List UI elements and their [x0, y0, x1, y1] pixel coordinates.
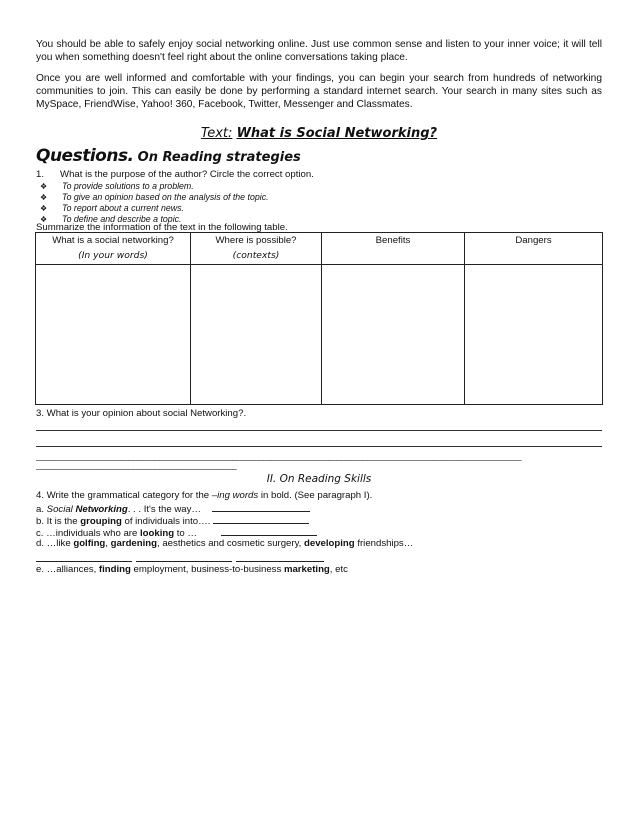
- table-row: [36, 265, 603, 405]
- answer-blank[interactable]: [236, 552, 324, 562]
- question-1-text: What is the purpose of the author? Circle the correct option.: [60, 169, 314, 180]
- question-3: 3. What is your opinion about social Networking?.: [36, 408, 247, 419]
- questions-word: Questions.: [36, 146, 134, 166]
- diamond-bullet-icon: ❖: [40, 182, 48, 191]
- diamond-bullet-icon: ❖: [40, 193, 48, 202]
- table-header-cell: What is a social networking? (In your words): [36, 233, 191, 265]
- questions-subtitle: On Reading strategies: [137, 150, 301, 165]
- question-4-instruction: 4. Write the grammatical category for the –ing words in bold. (See paragraph I).: [36, 490, 373, 501]
- answer-blank[interactable]: [221, 526, 317, 536]
- answer-cell[interactable]: [191, 265, 322, 405]
- intro-paragraph-2: Once you are well informed and comfortable with your findings, you can begin your search from hundreds of networking communities to join. This can easily be done by performing a standard internet search. Your search in many sites such as MySpace, FriendWise, Yahoo! 360, Facebook, Twitter, Messenger and Classmates.: [36, 73, 602, 110]
- item-e: e. …alliances, finding employment, business-to-business marketing, etc: [36, 564, 348, 575]
- section-2-heading: II. On Reading Skills: [266, 473, 372, 485]
- title-main: What is Social Networking?: [236, 126, 438, 141]
- summary-instruction: Summarize the information of the text in the following table.: [36, 222, 288, 233]
- answer-line-dashed[interactable]: ______________________________________________________________________________________________________________________________: [36, 452, 522, 461]
- text-title: [0, 126, 638, 141]
- diamond-bullet-icon: ❖: [40, 215, 48, 224]
- question-1-number: 1.: [36, 169, 45, 180]
- answer-cell[interactable]: [36, 265, 191, 405]
- questions-heading: [36, 146, 301, 166]
- option-item: ❖ To give an opinion based on the analysis of the topic.: [40, 192, 269, 202]
- table-header-cell: Where is possible? (contexts): [191, 233, 322, 265]
- intro-paragraph-1: You should be able to safely enjoy social networking online. Just use common sense and listen to your inner voice; it will tell you when something doesn't feel right about the online conversations taking place.: [36, 39, 602, 63]
- item-a: a. Social Networking. . . It's the way…: [36, 502, 310, 516]
- summary-table: [35, 232, 603, 405]
- option-item: ❖ To provide solutions to a problem.: [40, 181, 194, 191]
- table-header-row: [36, 233, 603, 265]
- answer-blank[interactable]: [213, 514, 309, 524]
- option-item: ❖ To define and describe a topic.: [40, 214, 182, 224]
- table-header-cell: Dangers: [465, 233, 603, 265]
- diamond-bullet-icon: ❖: [40, 204, 48, 213]
- answer-blank[interactable]: [36, 552, 132, 562]
- option-item: ❖ To report about a current news.: [40, 203, 184, 213]
- answer-blank[interactable]: [136, 552, 232, 562]
- answer-line-dashed[interactable]: ____________________________________________________: [36, 461, 237, 470]
- answer-cell[interactable]: [465, 265, 603, 405]
- answer-line[interactable]: [36, 446, 602, 447]
- item-d: d. …like golfing, gardening, aesthetics and cosmetic surgery, developing friendships…: [36, 538, 414, 549]
- answer-line[interactable]: [36, 430, 602, 431]
- item-c: c. …individuals who are looking to …: [36, 526, 317, 540]
- item-b: b. It is the grouping of individuals into….: [36, 514, 309, 528]
- question-1: [36, 169, 314, 181]
- answer-cell[interactable]: [322, 265, 465, 405]
- answer-blank[interactable]: [212, 502, 310, 512]
- title-prefix: Text:: [200, 126, 233, 141]
- table-header-cell: Benefits: [322, 233, 465, 265]
